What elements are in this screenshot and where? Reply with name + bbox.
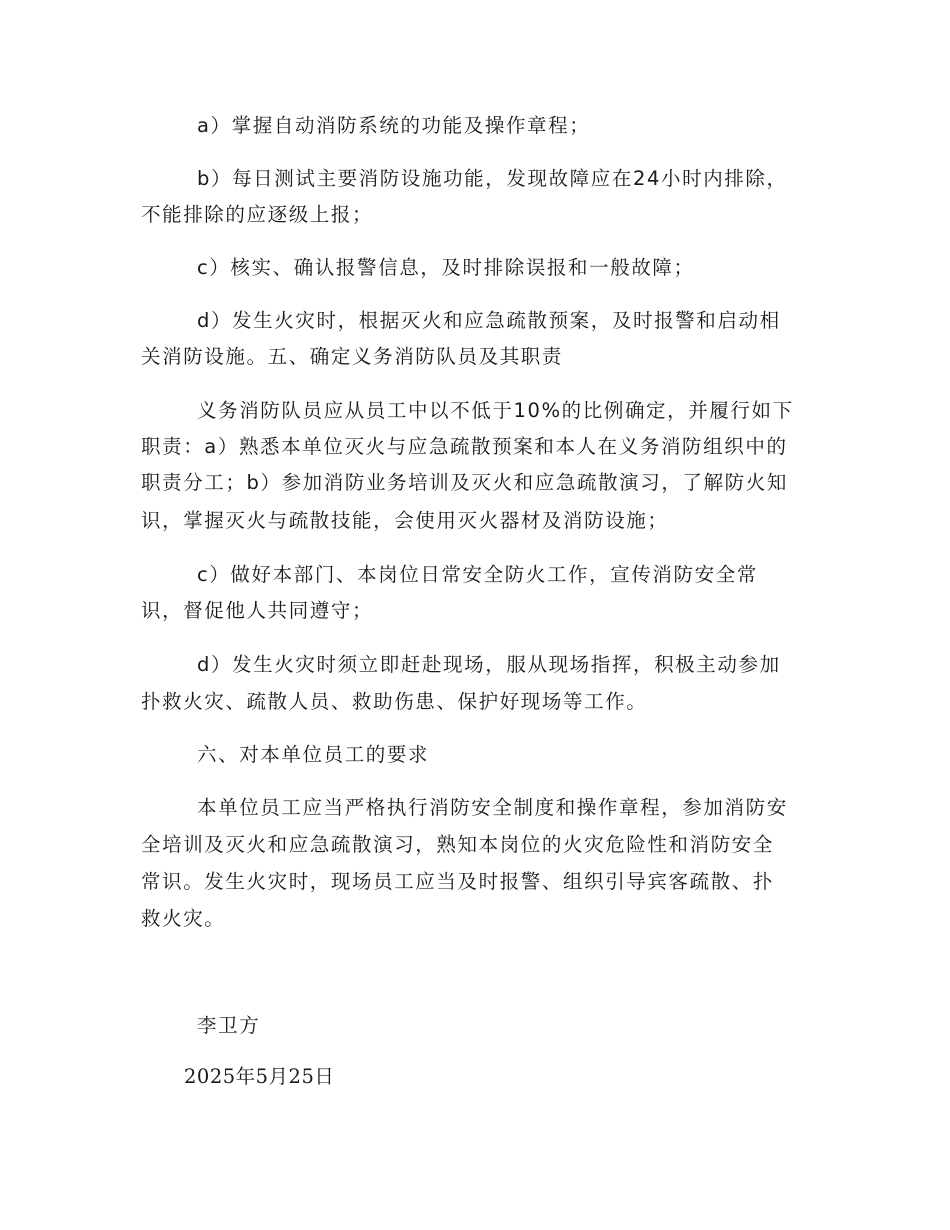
section-heading: 六、对本单位员工的要求 xyxy=(197,743,430,766)
paragraph-line: 职责分工；b）参加消防业务培训及灭火和应急疏散演习，了解防火知 xyxy=(141,471,788,494)
paragraph-line: c）做好本部门、本岗位日常安全防火工作，宣传消防安全常 xyxy=(197,563,758,586)
paragraph-line: 常识。发生火灾时，现场员工应当及时报警、组织引导宾客疏散、扑 xyxy=(141,870,775,893)
paragraph-line: a）掌握自动消防系统的功能及操作章程； xyxy=(197,114,591,137)
paragraph-line: 义务消防队员应从员工中以不低于10%的比例确定，并履行如下 xyxy=(197,399,794,422)
paragraph-line: 关消防设施。五、确定义务消防队员及其职责 xyxy=(141,345,564,368)
paragraph-line: 扑救火灾、疏散人员、救助伤患、保护好现场等工作。 xyxy=(141,690,648,713)
paragraph-line: d）发生火灾时，根据灭火和应急疏散预案，及时报警和启动相 xyxy=(197,309,781,332)
paragraph-line: 本单位员工应当严格执行消防安全制度和操作章程，参加消防安 xyxy=(197,796,788,819)
paragraph-line: 救火灾。 xyxy=(141,907,226,930)
signature-date: 2025年5月25日 xyxy=(184,1065,335,1088)
paragraph-line: 识，督促他人共同遵守； xyxy=(141,599,374,622)
paragraph-line: b）每日测试主要消防设施功能，发现故障应在24小时内排除， xyxy=(197,167,788,190)
paragraph-line: 职责：a）熟悉本单位灭火与应急疏散预案和本人在义务消防组织中的 xyxy=(141,435,788,458)
paragraph-line: d）发生火灾时须立即赶赴现场，服从现场指挥，积极主动参加 xyxy=(197,653,781,676)
paragraph-line: 全培训及灭火和应急疏散演习，熟知本岗位的火灾危险性和消防安全 xyxy=(141,833,775,856)
paragraph-line: 不能排除的应逐级上报； xyxy=(141,203,374,226)
paragraph-line: c）核实、确认报警信息，及时排除误报和一般故障； xyxy=(197,256,695,279)
signature-name: 李卫方 xyxy=(197,1014,261,1037)
paragraph-line: 识，掌握灭火与疏散技能，会使用灭火器材及消防设施； xyxy=(141,509,669,532)
